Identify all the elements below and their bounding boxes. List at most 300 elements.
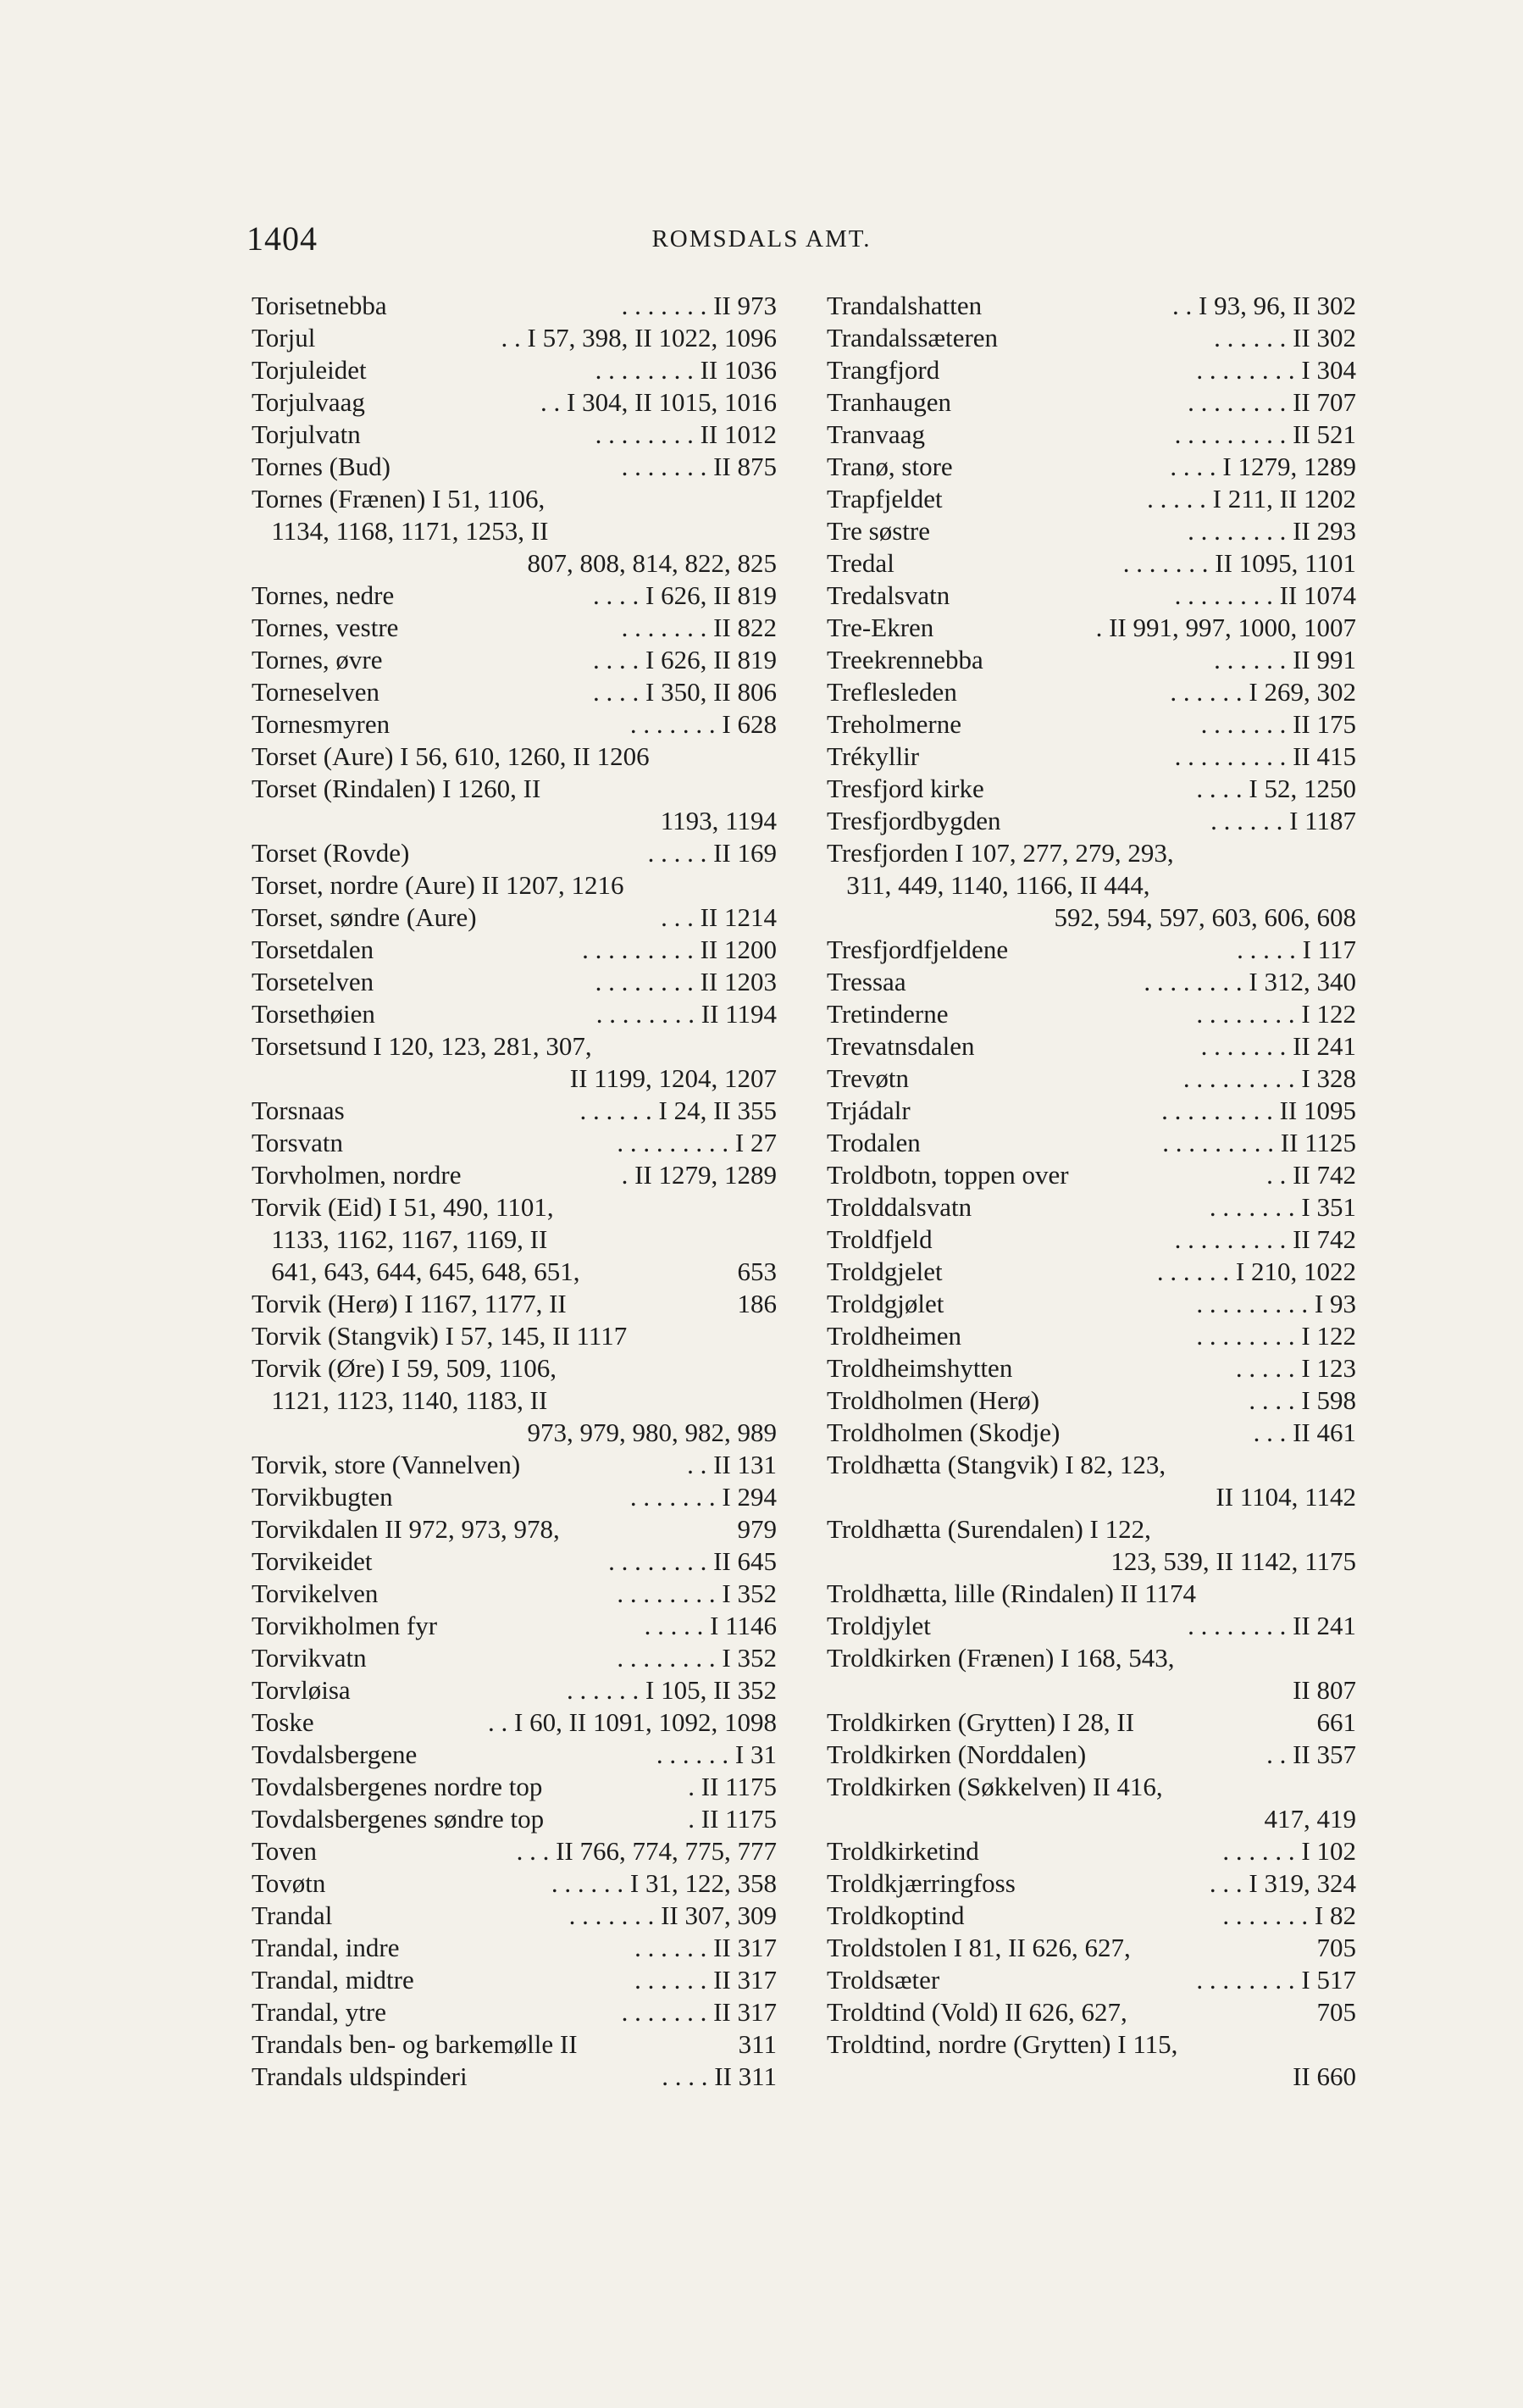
index-entry bbox=[252, 580, 777, 612]
index-entry bbox=[252, 1610, 777, 1642]
index-term: Torvik (Herø) I 1167, 1177, II bbox=[252, 1289, 567, 1318]
index-entry bbox=[827, 644, 1356, 676]
index-page-refs: . . . . . . I 1187 bbox=[1210, 806, 1356, 835]
index-page-refs: . . . . . . . . I 352 bbox=[617, 1643, 777, 1673]
index-term: Trandal, midtre bbox=[252, 1965, 414, 1995]
index-entry bbox=[252, 902, 777, 934]
index-term: Torjuleidet bbox=[252, 355, 367, 385]
index-page-refs: . . . . . . . . II 707 bbox=[1188, 387, 1356, 417]
index-entry bbox=[827, 580, 1356, 612]
index-term: Torsvatn bbox=[252, 1128, 344, 1157]
index-page-refs: . . . . . . . I 82 bbox=[1222, 1900, 1356, 1930]
index-term: Torvløisa bbox=[252, 1675, 351, 1705]
index-entry bbox=[827, 386, 1356, 419]
index-term: Trandalshatten bbox=[827, 291, 983, 320]
index-term: Troldgjølet bbox=[827, 1289, 944, 1318]
index-term: Tredalsvatn bbox=[827, 580, 950, 610]
index-term: Troldhætta, lille (Rindalen) II 1174 bbox=[827, 1579, 1196, 1608]
index-term: Torvikelven bbox=[252, 1579, 379, 1608]
index-page-refs: . . . . . I 1146 bbox=[644, 1611, 777, 1640]
index-term: Tovdalsbergenes nordre top bbox=[252, 1772, 543, 1801]
index-entry bbox=[252, 322, 777, 354]
index-term: Tranø, store bbox=[827, 452, 953, 481]
index-page-refs: . . . . . . . II 317 bbox=[621, 1997, 777, 2027]
index-term: Torsetelven bbox=[252, 967, 374, 996]
index-entry bbox=[252, 1706, 777, 1739]
index-entry bbox=[252, 1288, 777, 1320]
index-page-refs: . . . . . . . . . II 521 bbox=[1174, 419, 1356, 449]
index-entry bbox=[827, 1610, 1356, 1642]
index-term: Torsnaas bbox=[252, 1096, 345, 1125]
index-term: Torvik (Øre) I 59, 509, 1106, bbox=[252, 1353, 557, 1383]
index-entry bbox=[252, 1513, 777, 1545]
index-term: Trodalen bbox=[827, 1128, 921, 1157]
index-term: Trevatnsdalen bbox=[827, 1031, 975, 1061]
index-term: Tornes, nedre bbox=[252, 580, 395, 610]
index-page-refs: . . . . . . . . II 241 bbox=[1188, 1611, 1356, 1640]
index-entry bbox=[827, 837, 1356, 869]
index-term: Tovdalsbergene bbox=[252, 1739, 418, 1769]
index-entry bbox=[252, 1964, 777, 1996]
index-term: Torvikeidet bbox=[252, 1546, 373, 1576]
index-entry bbox=[827, 419, 1356, 451]
index-entry bbox=[827, 1900, 1356, 1932]
index-term: Torjul bbox=[252, 323, 316, 352]
index-entry bbox=[252, 483, 777, 515]
index-term: Torset, søndre (Aure) bbox=[252, 902, 477, 932]
index-term: Torvikholmen fyr bbox=[252, 1611, 438, 1640]
index-page-refs: 592, 594, 597, 603, 606, 608 bbox=[1054, 902, 1356, 932]
index-entry bbox=[827, 483, 1356, 515]
index-entry bbox=[827, 1739, 1356, 1771]
index-term: Torset (Aure) I 56, 610, 1260, II 1206 bbox=[252, 741, 650, 771]
index-entry bbox=[827, 1191, 1356, 1223]
index-entry bbox=[827, 1063, 1356, 1095]
index-entry bbox=[252, 1449, 777, 1481]
index-page-refs: . . . . . . . . . II 1125 bbox=[1162, 1128, 1356, 1157]
index-term: Troldholmen (Skodje) bbox=[827, 1418, 1061, 1447]
index-page-refs: . . . . . . . II 822 bbox=[621, 613, 777, 642]
index-entry bbox=[827, 966, 1356, 998]
index-entry bbox=[827, 1835, 1356, 1867]
index-entry bbox=[827, 902, 1356, 934]
index-term: Tressaa bbox=[827, 967, 906, 996]
index-term: Tretinderne bbox=[827, 999, 949, 1029]
index-entry bbox=[827, 1449, 1356, 1481]
index-entry bbox=[252, 998, 777, 1030]
index-term: Troldgjelet bbox=[827, 1257, 943, 1286]
index-page-refs: 705 bbox=[1316, 1933, 1356, 1962]
index-entry bbox=[252, 1384, 777, 1417]
index-page-refs: II 1199, 1204, 1207 bbox=[569, 1063, 777, 1093]
index-term: Tornes, øvre bbox=[252, 645, 383, 674]
index-entry bbox=[827, 290, 1356, 322]
index-term: Tresfjord kirke bbox=[827, 774, 984, 803]
index-page-refs: . . . . . . . . II 1194 bbox=[595, 999, 777, 1029]
index-page-refs: . . . . . . . . . I 93 bbox=[1196, 1289, 1356, 1318]
index-term: Troldstolen I 81, II 626, 627, bbox=[827, 1933, 1131, 1962]
index-page-refs: . . . . . . . . II 293 bbox=[1188, 516, 1356, 546]
index-page-refs: . . . . . . . . II 1036 bbox=[595, 355, 777, 385]
index-term: Troldkjærringfoss bbox=[827, 1868, 1016, 1898]
index-entry bbox=[827, 547, 1356, 580]
index-term: Tranvaag bbox=[827, 419, 925, 449]
index-entry bbox=[827, 354, 1356, 386]
index-entry bbox=[252, 1256, 777, 1288]
index-entry bbox=[252, 1932, 777, 1964]
index-entry bbox=[252, 612, 777, 644]
index-page-refs: 417, 419 bbox=[1264, 1804, 1356, 1834]
index-term: Treekrennebba bbox=[827, 645, 983, 674]
index-term: Trandal bbox=[252, 1900, 333, 1930]
index-term: Tovdalsbergenes søndre top bbox=[252, 1804, 545, 1834]
index-term: Trangfjord bbox=[827, 355, 940, 385]
index-entry bbox=[252, 1674, 777, 1706]
index-page-refs: . . . . . . . . II 1203 bbox=[595, 967, 777, 996]
index-entry bbox=[252, 419, 777, 451]
index-entry bbox=[252, 386, 777, 419]
index-entry bbox=[827, 451, 1356, 483]
index-page-refs: . . . . . . . II 973 bbox=[621, 291, 777, 320]
index-entry bbox=[252, 1320, 777, 1352]
index-page-refs: 973, 979, 980, 982, 989 bbox=[527, 1418, 777, 1447]
index-entry bbox=[827, 998, 1356, 1030]
index-entry bbox=[252, 1739, 777, 1771]
index-entry bbox=[827, 1996, 1356, 2028]
index-page-refs: . . . . . I 117 bbox=[1237, 935, 1356, 964]
index-page-refs: . . . . I 626, II 819 bbox=[593, 645, 777, 674]
index-term: Trevøtn bbox=[827, 1063, 910, 1093]
index-entry bbox=[827, 612, 1356, 644]
index-term: Trjádalr bbox=[827, 1096, 911, 1125]
index-page-refs: . . . II 461 bbox=[1253, 1418, 1356, 1447]
index-entry bbox=[827, 1159, 1356, 1191]
index-term: Troldkirken (Grytten) I 28, II bbox=[827, 1707, 1135, 1737]
index-entry bbox=[827, 869, 1356, 902]
index-entry bbox=[252, 1063, 777, 1095]
index-term: Toven bbox=[252, 1836, 318, 1866]
index-page-refs: . . . . . . . II 1095, 1101 bbox=[1122, 548, 1356, 578]
index-page-refs: . . . . . . . . . II 415 bbox=[1174, 741, 1356, 771]
index-entry bbox=[252, 1642, 777, 1674]
index-page-refs: . . . . . . . I 294 bbox=[629, 1482, 777, 1512]
index-term: Tre-Ekren bbox=[827, 613, 934, 642]
index-entry bbox=[252, 1481, 777, 1513]
index-entry bbox=[252, 2028, 777, 2061]
index-column-left bbox=[252, 290, 777, 2093]
index-entry bbox=[827, 322, 1356, 354]
index-entry bbox=[252, 837, 777, 869]
index-entry bbox=[252, 1835, 777, 1867]
index-entry bbox=[252, 966, 777, 998]
index-entry bbox=[827, 1545, 1356, 1578]
index-term: Tovøtn bbox=[252, 1868, 326, 1898]
index-page-refs: . . . . I 350, II 806 bbox=[593, 677, 777, 707]
index-entry bbox=[252, 1996, 777, 2028]
index-entry bbox=[827, 515, 1356, 547]
index-page-refs: . . . . . . . . I 304 bbox=[1196, 355, 1356, 385]
index-page-refs: II 1104, 1142 bbox=[1216, 1482, 1356, 1512]
index-page-refs: . . . . . . . II 875 bbox=[621, 452, 777, 481]
index-entry bbox=[252, 1900, 777, 1932]
index-term: Trékyllir bbox=[827, 741, 920, 771]
index-page-refs: II 660 bbox=[1293, 2061, 1356, 2091]
index-term: Torsetsund I 120, 123, 281, 307, bbox=[252, 1031, 592, 1061]
index-term: Toske bbox=[252, 1707, 314, 1737]
index-page-refs: . . . . . . II 317 bbox=[634, 1933, 777, 1962]
index-page-refs: 311 bbox=[738, 2029, 777, 2059]
index-term: Torset (Rovde) bbox=[252, 838, 410, 868]
index-page-refs: . . . . . . . . . I 328 bbox=[1182, 1063, 1356, 1093]
index-term: Torsetdalen bbox=[252, 935, 374, 964]
index-page-refs: . . . . I 626, II 819 bbox=[593, 580, 777, 610]
index-page-refs: . II 991, 997, 1000, 1007 bbox=[1095, 613, 1356, 642]
index-term: Troldsæter bbox=[827, 1965, 940, 1995]
index-term: Troldheimen bbox=[827, 1321, 962, 1351]
index-page-refs: . . . . . . I 31, 122, 358 bbox=[551, 1868, 777, 1898]
index-page-refs: . . . . . . I 24, II 355 bbox=[579, 1096, 777, 1125]
index-page-refs: . . II 131 bbox=[687, 1450, 777, 1479]
index-entry bbox=[827, 1803, 1356, 1835]
index-page-refs: . . II 742 bbox=[1266, 1160, 1356, 1190]
index-term: Troldheimshytten bbox=[827, 1353, 1013, 1383]
index-page-refs: 807, 808, 814, 822, 825 bbox=[527, 548, 777, 578]
index-page-refs: . . . . . . . . . II 742 bbox=[1174, 1224, 1356, 1254]
index-term: Trandals uldspinderi bbox=[252, 2061, 468, 2091]
index-page-refs: . . . . . . I 269, 302 bbox=[1170, 677, 1356, 707]
index-term: Troldkirken (Frænen) I 168, 543, bbox=[827, 1643, 1175, 1673]
index-term: Tornes (Bud) bbox=[252, 452, 390, 481]
index-term: Torset, nordre (Aure) II 1207, 1216 bbox=[252, 870, 624, 900]
index-term: Tornes (Frænen) I 51, 1106, bbox=[252, 484, 546, 513]
running-title: ROMSDALS AMT. bbox=[651, 225, 872, 252]
index-entry bbox=[827, 1513, 1356, 1545]
index-column-right bbox=[827, 290, 1356, 2093]
index-page-refs: . . . . . . . . . II 1095 bbox=[1161, 1096, 1356, 1125]
index-term: 1133, 1162, 1167, 1169, II bbox=[252, 1224, 548, 1254]
index-term: Tornesmyren bbox=[252, 709, 390, 739]
index-entry bbox=[252, 515, 777, 547]
index-entry bbox=[252, 1352, 777, 1384]
index-term: Tresfjordfjeldene bbox=[827, 935, 1009, 964]
index-page-refs: . II 1175 bbox=[688, 1804, 777, 1834]
index-page-refs: . . II 357 bbox=[1266, 1739, 1356, 1769]
index-entry bbox=[827, 1932, 1356, 1964]
index-entry bbox=[827, 741, 1356, 773]
index-entry bbox=[252, 1095, 777, 1127]
index-term: 1134, 1168, 1171, 1253, II bbox=[252, 516, 549, 546]
index-term: Torneselven bbox=[252, 677, 380, 707]
index-term: Trandal, indre bbox=[252, 1933, 400, 1962]
index-page-refs: . II 1175 bbox=[688, 1772, 777, 1801]
index-entry bbox=[252, 547, 777, 580]
index-page-refs: 705 bbox=[1316, 1997, 1356, 2027]
index-term: Troldhætta (Surendalen) I 122, bbox=[827, 1514, 1151, 1544]
index-term: Torvik, store (Vannelven) bbox=[252, 1450, 521, 1479]
index-entry bbox=[252, 1545, 777, 1578]
index-term: Trolddalsvatn bbox=[827, 1192, 972, 1222]
index-entry bbox=[827, 1384, 1356, 1417]
index-page-refs: . . . . . . II 317 bbox=[634, 1965, 777, 1995]
index-page-refs: 186 bbox=[737, 1289, 777, 1318]
index-entry bbox=[827, 1223, 1356, 1256]
index-page-refs: 123, 539, II 1142, 1175 bbox=[1110, 1546, 1356, 1576]
index-entry bbox=[827, 676, 1356, 708]
index-page-refs: . . . . II 311 bbox=[662, 2061, 777, 2091]
index-entry bbox=[252, 741, 777, 773]
index-term: Troldbotn, toppen over bbox=[827, 1160, 1069, 1190]
index-term: Trapfjeldet bbox=[827, 484, 943, 513]
index-entry bbox=[252, 1159, 777, 1191]
index-page-refs: . . . I 319, 324 bbox=[1209, 1868, 1356, 1898]
index-entry bbox=[827, 1030, 1356, 1063]
index-entry bbox=[252, 1578, 777, 1610]
index-page-refs: . . . . . I 123 bbox=[1235, 1353, 1356, 1383]
index-page-refs: . . . . . . . . I 312, 340 bbox=[1144, 967, 1356, 996]
index-page-refs: . . . . . I 211, II 1202 bbox=[1147, 484, 1356, 513]
index-page-refs: . . . . . . . II 241 bbox=[1200, 1031, 1356, 1061]
index-entry bbox=[252, 1191, 777, 1223]
index-entry bbox=[252, 773, 777, 805]
index-page-refs: . . I 60, II 1091, 1092, 1098 bbox=[488, 1707, 777, 1737]
index-entry bbox=[252, 1867, 777, 1900]
index-term: Torsethøien bbox=[252, 999, 375, 1029]
index-term: Treflesleden bbox=[827, 677, 957, 707]
index-page-refs: . . I 93, 96, II 302 bbox=[1172, 291, 1356, 320]
index-page-refs: II 807 bbox=[1293, 1675, 1356, 1705]
index-entry bbox=[827, 1642, 1356, 1674]
index-entry bbox=[252, 869, 777, 902]
index-page-refs: . . I 57, 398, II 1022, 1096 bbox=[501, 323, 777, 352]
index-page-refs: . . I 304, II 1015, 1016 bbox=[540, 387, 777, 417]
index-page-refs: . . . . I 52, 1250 bbox=[1196, 774, 1356, 803]
index-term: Torvikdalen II 972, 973, 978, bbox=[252, 1514, 560, 1544]
index-entry bbox=[827, 1481, 1356, 1513]
index-entry bbox=[252, 934, 777, 966]
index-entry bbox=[252, 1030, 777, 1063]
index-entry bbox=[827, 1127, 1356, 1159]
index-term: Treholmerne bbox=[827, 709, 961, 739]
index-term: Torjulvaag bbox=[252, 387, 365, 417]
index-page-refs: . . . . . . I 210, 1022 bbox=[1156, 1257, 1356, 1286]
index-term: 641, 643, 644, 645, 648, 651, bbox=[252, 1257, 580, 1286]
index-page-refs: . . . . . . . I 351 bbox=[1209, 1192, 1356, 1222]
index-page-refs: . . . II 1214 bbox=[661, 902, 777, 932]
index-page-refs: . . . . . . . II 307, 309 bbox=[568, 1900, 777, 1930]
index-term: Tresfjordbygden bbox=[827, 806, 1001, 835]
index-entry bbox=[827, 1352, 1356, 1384]
index-entry bbox=[827, 1417, 1356, 1449]
index-term: Tranhaugen bbox=[827, 387, 951, 417]
index-entry bbox=[252, 451, 777, 483]
index-page-refs: 661 bbox=[1316, 1707, 1356, 1737]
index-page-refs: . . . . . . . II 175 bbox=[1200, 709, 1356, 739]
index-page-refs: 1193, 1194 bbox=[660, 806, 777, 835]
index-term: Torvik (Stangvik) I 57, 145, II 1117 bbox=[252, 1321, 628, 1351]
index-entry bbox=[252, 805, 777, 837]
index-term: Trandalssæteren bbox=[827, 323, 999, 352]
index-term: Troldfjeld bbox=[827, 1224, 933, 1254]
index-page-refs: . . . . . . II 991 bbox=[1214, 645, 1356, 674]
index-term: Troldkoptind bbox=[827, 1900, 965, 1930]
index-page-refs: . . . . I 598 bbox=[1249, 1385, 1356, 1415]
index-entry bbox=[827, 1578, 1356, 1610]
index-term: Tornes, vestre bbox=[252, 613, 399, 642]
index-term: Torvholmen, nordre bbox=[252, 1160, 462, 1190]
index-entry bbox=[827, 805, 1356, 837]
index-entry bbox=[827, 1771, 1356, 1803]
index-page-refs: . II 1279, 1289 bbox=[621, 1160, 777, 1190]
index-entry bbox=[252, 1223, 777, 1256]
index-term: Troldtind (Vold) II 626, 627, bbox=[827, 1997, 1127, 2027]
index-entry bbox=[252, 1417, 777, 1449]
index-term: Torvik (Eid) I 51, 490, 1101, bbox=[252, 1192, 554, 1222]
index-entry bbox=[827, 1867, 1356, 1900]
index-entry bbox=[827, 1256, 1356, 1288]
index-term: Tresfjorden I 107, 277, 279, 293, bbox=[827, 838, 1174, 868]
index-entry bbox=[827, 2028, 1356, 2061]
index-term: Troldholmen (Herø) bbox=[827, 1385, 1040, 1415]
index-term: 1121, 1123, 1140, 1183, II bbox=[252, 1385, 548, 1415]
index-entry bbox=[827, 1706, 1356, 1739]
index-entry bbox=[827, 708, 1356, 741]
index-term: Tredal bbox=[827, 548, 894, 578]
index-page-refs: . . . II 766, 774, 775, 777 bbox=[516, 1836, 777, 1866]
index-entry bbox=[827, 934, 1356, 966]
index-page-refs: 653 bbox=[737, 1257, 777, 1286]
index-term: Torjulvatn bbox=[252, 419, 361, 449]
index-page-refs: . . . . . . . . I 122 bbox=[1196, 1321, 1356, 1351]
index-entry bbox=[252, 2061, 777, 2093]
index-page-refs: . . . . . . . . . I 27 bbox=[617, 1128, 777, 1157]
index-term: Troldtind, nordre (Grytten) I 115, bbox=[827, 2029, 1178, 2059]
index-term: Troldkirketind bbox=[827, 1836, 979, 1866]
index-term: Troldjylet bbox=[827, 1611, 931, 1640]
page-number: 1404 bbox=[246, 219, 318, 258]
index-term: Tre søstre bbox=[827, 516, 931, 546]
index-page-refs: . . . . . . I 105, II 352 bbox=[567, 1675, 777, 1705]
index-page-refs: . . . . . . . . I 517 bbox=[1196, 1965, 1356, 1995]
index-page-refs: . . . . . . . . II 645 bbox=[608, 1546, 777, 1576]
index-term: Troldhætta (Stangvik) I 82, 123, bbox=[827, 1450, 1166, 1479]
index-term: Trandal, ytre bbox=[252, 1997, 386, 2027]
index-entry bbox=[827, 1674, 1356, 1706]
index-page-refs: . . . . . . II 302 bbox=[1214, 323, 1356, 352]
index-entry bbox=[252, 708, 777, 741]
index-page-refs: . . . . . II 169 bbox=[647, 838, 777, 868]
index-term: Troldkirken (Søkkelven) II 416, bbox=[827, 1772, 1163, 1801]
index-page-refs: . . . . I 1279, 1289 bbox=[1170, 452, 1356, 481]
index-entry bbox=[252, 290, 777, 322]
index-entry bbox=[252, 1803, 777, 1835]
index-entry bbox=[252, 676, 777, 708]
index-entry bbox=[827, 773, 1356, 805]
index-term: Troldkirken (Norddalen) bbox=[827, 1739, 1087, 1769]
index-page-refs: . . . . . . . . II 1074 bbox=[1174, 580, 1356, 610]
index-page-refs: . . . . . . I 31 bbox=[656, 1739, 777, 1769]
index-page-refs: 979 bbox=[737, 1514, 777, 1544]
index-page-refs: . . . . . . . . I 352 bbox=[617, 1579, 777, 1608]
index-entry bbox=[252, 1771, 777, 1803]
index-entry bbox=[827, 1288, 1356, 1320]
index-page-refs: . . . . . . I 102 bbox=[1222, 1836, 1356, 1866]
index-page-refs: . . . . . . . I 628 bbox=[629, 709, 777, 739]
index-entry bbox=[827, 1320, 1356, 1352]
index-term: Torset (Rindalen) I 1260, II bbox=[252, 774, 541, 803]
index-entry bbox=[252, 644, 777, 676]
index-entry bbox=[827, 1095, 1356, 1127]
index-entry bbox=[252, 1127, 777, 1159]
